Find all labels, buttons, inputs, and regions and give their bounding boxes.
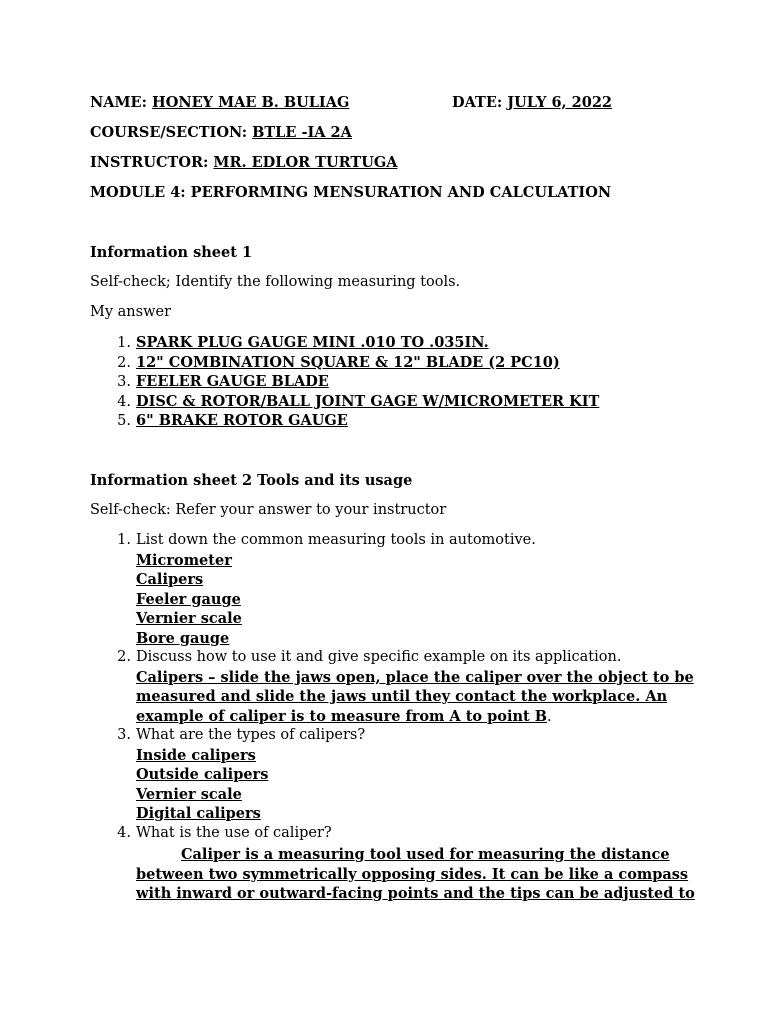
q4-answer-line: with inward or outward-facing points and the tips can be adjusted to bbox=[136, 885, 695, 902]
name-label: NAME: bbox=[90, 94, 147, 111]
q4-answer-line: between two symmetrically opposing sides. It can be like a compass bbox=[136, 865, 689, 883]
q3-answer: Inside calipers bbox=[136, 746, 256, 764]
q2-answer-line: measured and slide the jaws until they contact the workplace. An bbox=[136, 688, 668, 705]
sheet2-instruction: Self-check: Refer your answer to your instructor bbox=[90, 502, 447, 518]
q3-answer: Outside calipers bbox=[136, 766, 269, 783]
q3-answer: Vernier scale bbox=[136, 785, 242, 803]
answer-label: My answer bbox=[90, 304, 171, 320]
instructor-value: MR. EDLOR TURTUGA bbox=[213, 154, 398, 171]
date-label: DATE: bbox=[452, 94, 503, 111]
q2-answer-period: . bbox=[547, 708, 552, 725]
answer-text: DISC & ROTOR/BALL JOINT GAGE W/MICROMETER KIT bbox=[136, 392, 600, 410]
name-value: HONEY MAE B. BULIAG bbox=[152, 94, 350, 111]
list-item: 2. 12" COMBINATION SQUARE & 12" BLADE (2 PC10) bbox=[117, 353, 560, 371]
list-item: 3. FEELER GAUGE BLADE bbox=[117, 373, 329, 390]
date-value: JULY 6, 2022 bbox=[507, 94, 613, 111]
course-value: BTLE -IA 2A bbox=[252, 124, 352, 141]
q2-answer-line: Calipers – slide the jaws open, place the caliper over the object to be bbox=[136, 668, 694, 686]
question-2: 2. Discuss how to use it and give specific example on its application. bbox=[117, 649, 622, 665]
q1-answer: Calipers bbox=[136, 571, 204, 588]
q1-answer: Bore gauge bbox=[136, 629, 230, 647]
answer-text: 12" COMBINATION SQUARE & 12" BLADE (2 PC10) bbox=[136, 353, 560, 371]
sheet1-title: Information sheet 1 bbox=[90, 244, 253, 261]
answer-text: 6" BRAKE ROTOR GAUGE bbox=[136, 412, 348, 429]
sheet1-instruction: Self-check; Identify the following measuring tools. bbox=[90, 274, 461, 290]
instructor-line bbox=[90, 153, 397, 172]
sheet2-title: Information sheet 2 Tools and its usage bbox=[90, 472, 413, 489]
q1-answer: Micrometer bbox=[136, 551, 232, 569]
q2-answer-line: example of caliper is to measure from A to point B bbox=[136, 707, 548, 725]
answer-text: FEELER GAUGE BLADE bbox=[136, 373, 329, 390]
q1-answer: Vernier scale bbox=[136, 610, 242, 627]
course-label: COURSE/SECTION: bbox=[90, 124, 248, 141]
question-1: 1. List down the common measuring tools in automotive. bbox=[117, 532, 536, 548]
q2-answer-last bbox=[136, 707, 552, 727]
question-text: What is the use of caliper? bbox=[136, 824, 332, 841]
answer-text: SPARK PLUG GAUGE MINI .010 TO .035IN. bbox=[136, 334, 489, 351]
question-3: 3. What are the types of calipers? bbox=[117, 727, 366, 743]
name-line bbox=[90, 93, 349, 112]
question-text: List down the common measuring tools in automotive. bbox=[136, 532, 536, 548]
q4-answer-line: Caliper is a measuring tool used for measuring the distance bbox=[181, 846, 670, 863]
question-4: 4. What is the use of caliper? bbox=[117, 824, 332, 841]
q3-answer: Digital calipers bbox=[136, 805, 261, 822]
course-line bbox=[90, 123, 352, 142]
module-title: MODULE 4: PERFORMING MENSURATION AND CALCULATION bbox=[90, 184, 612, 201]
list-item: 4. DISC & ROTOR/BALL JOINT GAGE W/MICROMETER KIT bbox=[117, 392, 600, 410]
q1-answer: Feeler gauge bbox=[136, 590, 241, 608]
date-line bbox=[452, 93, 612, 112]
list-item: 5. 6" BRAKE ROTOR GAUGE bbox=[117, 412, 348, 429]
question-text: Discuss how to use it and give specific example on its application. bbox=[136, 649, 622, 665]
question-text: What are the types of calipers? bbox=[136, 727, 366, 743]
list-item: 1. SPARK PLUG GAUGE MINI .010 TO .035IN. bbox=[117, 334, 489, 351]
instructor-label: INSTRUCTOR: bbox=[90, 154, 209, 171]
